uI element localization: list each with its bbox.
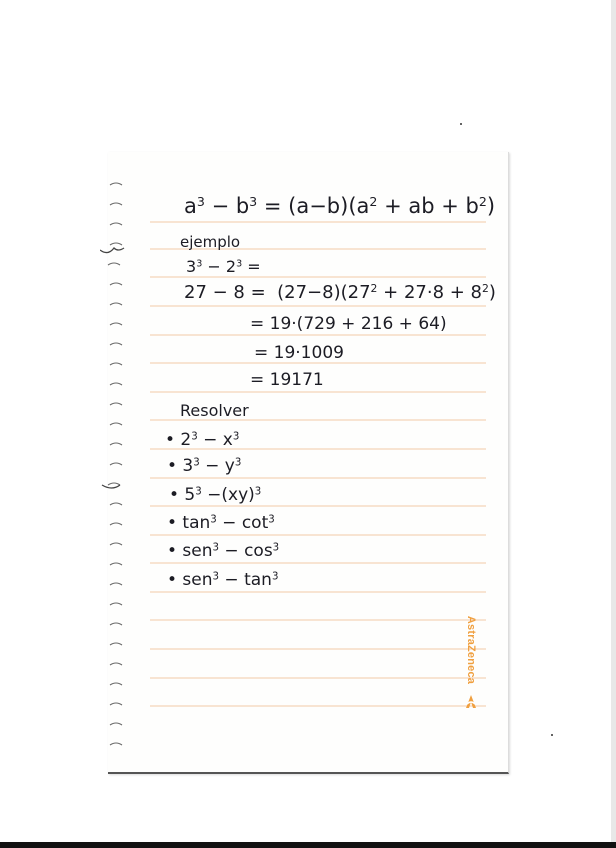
example-step-2: = 19·(729 + 216 + 64) [250, 314, 447, 334]
scan-border-right [611, 0, 616, 848]
exercises-heading: Resolver [180, 401, 249, 420]
astrazeneca-symbol-icon [464, 694, 478, 710]
exercise-item: • $5^3 -(xy)^3$ [169, 485, 262, 505]
exercise-item: • $\tan^3 - \cot^3$ [167, 513, 275, 533]
example-step-4: = 19171 [250, 370, 324, 390]
example-step-1: $27 - 8 = (27-8)(27^2 + 27\cdot 8 + 8^2)$ [184, 282, 496, 303]
scan-border-bottom [0, 842, 616, 848]
exercise-item: • $sen^3 - \cos^3$ [167, 541, 280, 561]
example-heading: ejemplo [180, 233, 241, 251]
exercise-item: • $3^3 - y^3$ [167, 456, 242, 476]
scan-speck [551, 734, 553, 736]
torn-edge-perforation [100, 165, 140, 765]
example-problem: $3^3 - 2^3$ = [186, 257, 261, 276]
exercise-item: • $sen^3 - \tan^3$ [167, 570, 279, 590]
formula-line: $a^3 - b^3 = (a-b)(a^2$ + ab + $b^2$) [184, 194, 496, 218]
example-step-3: = 19·1009 [254, 343, 344, 363]
brand-name: AstraZeneca [465, 615, 477, 685]
scan-speck [460, 123, 462, 125]
astrazeneca-logo [458, 612, 484, 712]
exercise-item: • $2^3 - x^3$ [165, 430, 240, 450]
